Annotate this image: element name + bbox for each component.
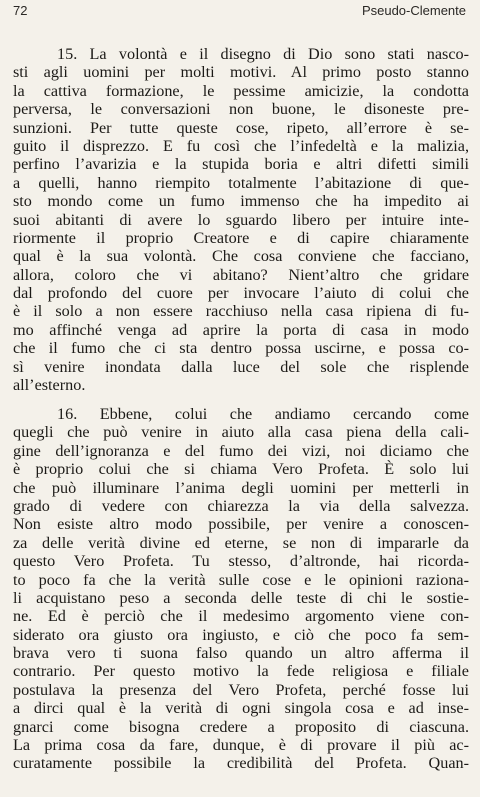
text-line: all’esterno. [13,376,86,395]
text-line: gnarci come bisogna credere a proposito di ciascuna. [13,717,469,736]
text-line: curatamente possibile la credibilità del Profeta. Quan- [13,754,469,773]
text-line: è proprio colui che si chiama Vero Profeta. È solo lui [13,460,469,479]
page-number: 72 [13,3,28,18]
text-line: perversa, le conversazioni non buone, le disoneste pre- [13,100,469,119]
text-line: guito il disprezzo. E fu così che l’infedeltà e la malizia, [13,136,469,155]
text-line: gine dell’ignoranza e del fumo dei vizi, noi diciamo che [13,441,469,460]
text-line: a dirci qual è la verità di ogni singola cosa e ad inse- [13,699,469,718]
text-line: la cattiva formazione, le pessime amicizie, la condotta [13,81,469,100]
text-line: za delle verità divine ed eterne, se non di impararle da [13,533,469,552]
text-line: Non esiste altro modo possibile, per venire a conoscen- [13,515,469,534]
text-line: contrario. Per questo motivo la fede religiosa e filiale [13,662,469,681]
text-line: qual è la sua volontà. Che cosa conviene che facciano, [13,247,469,266]
text-line: ne. Ed è perciò che il medesimo argomento viene con- [13,607,469,626]
text-line: riormente il proprio Creatore e di capire chiaramente [13,228,469,247]
text-line: dal profondo del cuore per invocare l’aiuto di colui che [13,284,469,303]
text-line: che il fumo che ci sta dentro possa uscirne, e possa co- [13,339,469,358]
text-line: 15. La volontà e il disegno di Dio sono stati nasco- [57,45,469,63]
text-line: sì venire inondata dalla luce del sole che risplende [13,357,469,376]
text-line: mo affinché venga ad aprire la porta di casa in modo [13,320,469,339]
text-line: 16. Ebbene, colui che andiamo cercando come [57,405,469,423]
text-line: siderato ora giusto ora ingiusto, e ciò che poco fa sem- [13,625,469,644]
text-line: allora, coloro che vi abitano? Nient’altro che gridare [13,265,469,284]
text-line: La prima cosa da fare, dunque, è di provare il più ac- [13,736,469,755]
text-line: perfino l’avarizia e la stupida boria e altri difetti simili [13,155,469,174]
text-line: suoi abitanti di avere lo sguardo libero per intuire inte- [13,210,469,229]
text-line: li acquistano peso a seconda delle teste di chi le sostie- [13,588,469,607]
text-line: grado di vedere con chiarezza la via della salvezza. [13,496,469,515]
paragraph-16 [13,405,469,773]
text-line: sto mondo come un fumo immenso che ha impedito ai [13,192,469,211]
text-line: brava vero ti suona falso quando un altro afferma il [13,644,469,663]
text-line: che può illuminare l’anima degli uomini per metterli in [13,478,469,497]
text-line: sunzioni. Per tutte queste cose, ripeto, all’errore è se- [13,118,469,137]
text-line: sti agli uomini per molti motivi. Al primo posto stanno [13,63,469,82]
page-header [13,3,466,21]
text-line: to poco fa che la verità sulle cose e le opinioni raziona- [13,570,469,589]
text-line: questo Vero Profeta. Tu stesso, d’altronde, hai ricorda- [13,552,469,571]
running-head: Pseudo-Clemente [361,3,466,18]
paragraph-15 [13,45,469,394]
text-line: postulava la presenza del Vero Profeta, perché fosse lui [13,680,469,699]
text-line: è il solo a non essere racchiuso nella casa ripiena di fu- [13,302,469,321]
text-line: quegli che può venire in aiuto alla casa piena della cali- [13,423,469,442]
text-line: a quelli, hanno riempito totalmente l’abitazione di que- [13,173,469,192]
